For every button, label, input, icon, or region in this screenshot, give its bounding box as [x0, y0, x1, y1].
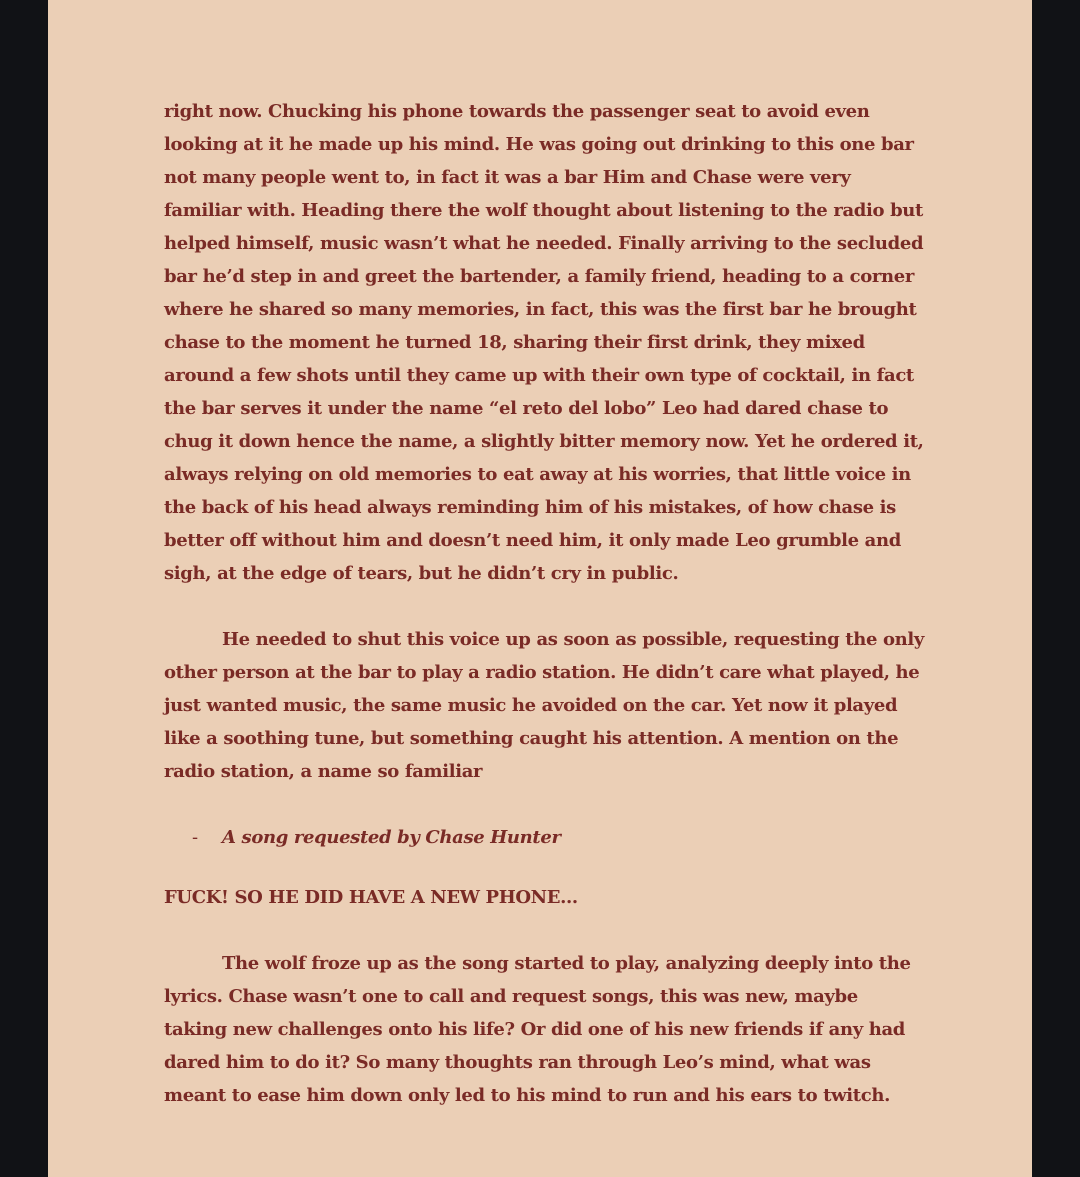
paragraph-2: He needed to shut this voice up as soon as possible, requesting the only other person at the bar to play a radio station. He didn’t care what played, he just wanted music, the same music he avoided on the car. Yet now it played like a soothing tune, but something caught his attention. A mention on the radio station, a name so familiar	[164, 629, 924, 782]
paragraph-1: right now. Chucking his phone towards the passenger seat to avoid even looking at it he made up his mind. He was going out drinking to this one bar not many people went to, in fact it was a bar Him and Chase were very familiar with. Heading there the wolf thought about listening to the radio but helped himself, music wasn’t what he needed. Finally arriving to the secluded bar he’d step in and greet the bartender, a family friend, heading to a corner where he shared so many memories, in fact, this was the first bar he brought chase to the moment he turned 18, sharing their first drink, they mixed around a few shots until they came up with their own type of cocktail, in fact the bar serves it under the name “el reto del lobo” Leo had dared chase to chug it down hence the name, a slightly bitter memory now. Yet he ordered it, always relying on old memories to eat away at his worries, that little voice in the back of his head always reminding him of his mistakes, of how chase is better off without him and doesn’t need him, it only made Leo grumble and sigh, at the edge of tears, but he didn’t cry in public.	[164, 101, 924, 584]
paragraph-3: The wolf froze up as the song started to play, analyzing deeply into the lyrics. Chase wasn’t one to call and request songs, this was new, maybe taking new challenges onto his life? Or did one of his new friends if any had dared him to do it? So many thoughts ran through Leo’s mind, what was meant to ease him down only led to his mind to run and his ears to twitch.	[164, 953, 911, 1106]
song-list-item	[164, 821, 924, 854]
document-body	[164, 95, 924, 1112]
song-request-line: A song requested by Chase Hunter	[222, 827, 561, 848]
list-dash: -	[192, 827, 198, 848]
document-page	[48, 0, 1032, 1177]
exclamation-line: FUCK! SO HE DID HAVE A NEW PHONE…	[164, 887, 578, 908]
